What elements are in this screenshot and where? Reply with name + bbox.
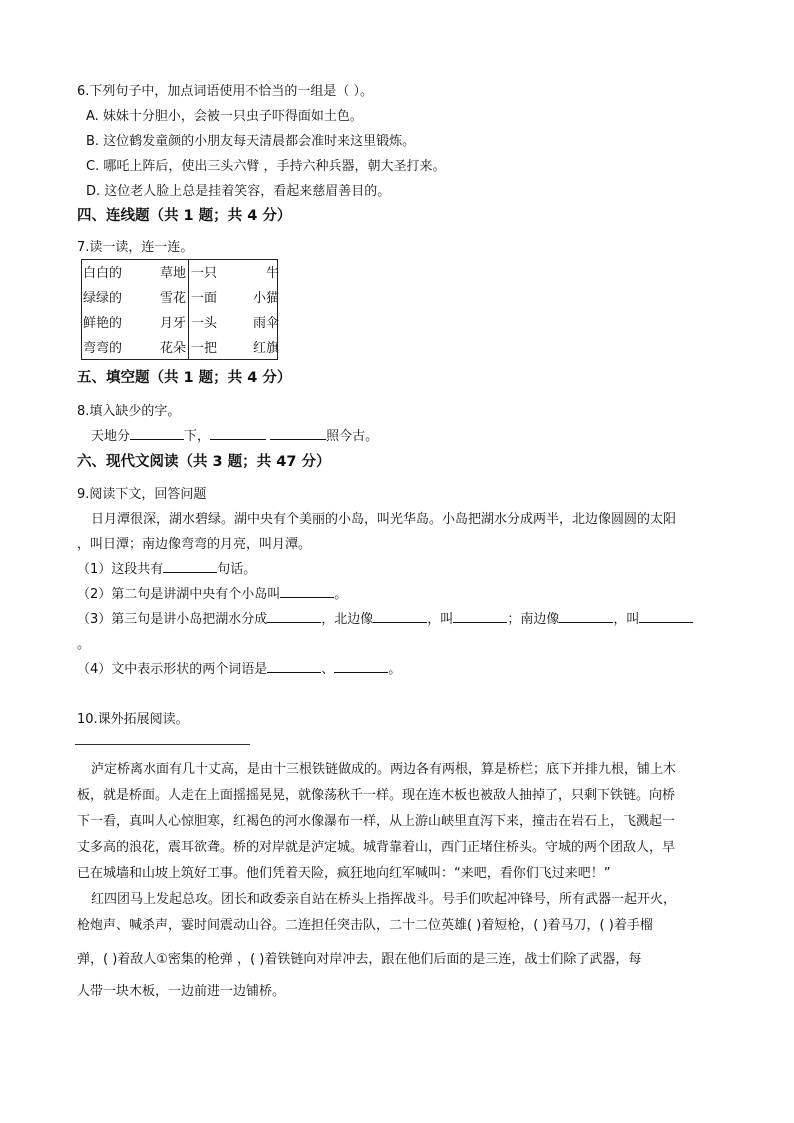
q9-text: ，叫: [427, 612, 454, 627]
q10-passage-line: 人带一块木板，一边前进一边铺桥。: [77, 984, 286, 999]
q10-passage-line: 红四团马上发起总攻。团长和政委亲自站在桥头上指挥战斗。号手们吹起冲锋号，所有武器一起开火，: [91, 892, 677, 907]
q9-stem: 9.阅读下文，回答问题: [77, 487, 207, 502]
q6-option-d: D. 这位老人脸上总是挂着笑容，看起来慈眉善目的。: [86, 184, 391, 199]
q9-sub4: [77, 658, 401, 677]
noun: 雪花: [159, 291, 186, 306]
measure-word: 一面: [191, 291, 218, 306]
noun: 月牙: [159, 316, 186, 331]
q9-sub3: [77, 608, 693, 627]
noun: 小猫: [252, 291, 279, 306]
q10-passage-line: 已在城墙和山坡上筑好工事。他们凭着天险，疯狂地向红军喊叫：“来吧，看你们飞过来吧！”: [77, 866, 611, 881]
blank-field[interactable]: [270, 425, 326, 440]
q10-passage-line: 弹，( )着敌人①密集的枪弹 ，( )着铁链向对岸冲去，跟在他们后面的是三连，战士们除了武器，每: [77, 952, 642, 967]
q10-passage-line: 枪炮声、喊杀声，霎时间震动山谷。二连担任突击队，二十二位英雄( )着短枪，( )着马刀，( )着手榴: [77, 918, 653, 933]
noun: 红旗: [252, 341, 279, 356]
section-heading-4: 四、连线题（共 1 题；共 4 分）: [77, 208, 292, 224]
section-heading-6: 六、现代文阅读（共 3 题；共 47 分）: [77, 454, 331, 470]
q9-passage-line: 日月潭很深，湖水碧绿。湖中央有个美丽的小岛，叫光华岛。小岛把湖水分成两半，北边像圆圆的太阳: [91, 512, 677, 527]
noun: 牛: [265, 266, 279, 281]
blank-field[interactable]: [453, 608, 507, 623]
noun: 花朵: [159, 341, 186, 356]
blank-field[interactable]: [373, 608, 427, 623]
table-row: [81, 284, 281, 309]
blank-field[interactable]: [334, 658, 388, 673]
q9-text: ；南边像: [507, 612, 560, 627]
noun: 草地: [159, 266, 186, 281]
q10-stem: 10.课外拓展阅读。: [77, 712, 189, 727]
q10-passage-line: 下一看，真叫人心惊胆寒，红褐色的河水像瀑布一样，从上游山峡里直泻下来，撞击在岩石上，飞溅起一: [77, 814, 676, 829]
matching-table: [81, 259, 281, 359]
q10-passage-line: 板，就是桥面。人走在上面摇摇晃晃，就像荡秋千一样。现在连木板也被敌人抽掉了，只剩下铁链。向桥: [77, 788, 676, 803]
measure-word: 一只: [191, 266, 218, 281]
q9-text: （2）第二句是讲湖中央有个小岛叫: [77, 587, 281, 602]
table-row: [81, 259, 281, 284]
blank-field[interactable]: [267, 658, 321, 673]
q9-sub3-end: 。: [77, 637, 91, 652]
blank-field[interactable]: [559, 608, 613, 623]
q10-passage-line: 丈多高的浪花，震耳欲聋。桥的对岸就是泸定城。城背靠着山，西门正堵住桥头。守城的两个团敌人，早: [77, 840, 676, 855]
section-heading-5: 五、填空题（共 1 题；共 4 分）: [77, 370, 292, 386]
table-row: [81, 309, 281, 334]
blank-field[interactable]: [210, 425, 266, 440]
q9-text: 、: [321, 662, 335, 677]
adjective: 绿绿的: [83, 291, 123, 306]
q8-text: 照今古。: [326, 429, 379, 444]
blank-field[interactable]: [639, 608, 693, 623]
q9-sub2: [77, 583, 347, 602]
q9-text: （4）文中表示形状的两个词语是: [77, 662, 268, 677]
q6-option-c: C. 哪吒上阵后，使出三头六臂 ，手持六种兵器，朝大圣打来。: [86, 159, 446, 174]
table-row: [81, 334, 281, 359]
q9-text: 。: [388, 662, 402, 677]
q10-passage-line: 泸定桥离水面有几十丈高，是由十三根铁链做成的。两边各有两根，算是桥栏；底下并排九根，铺上木: [91, 762, 677, 777]
blank-field[interactable]: [130, 425, 184, 440]
adjective: 白白的: [83, 266, 123, 281]
q8-text: 下，: [184, 429, 211, 444]
q9-text: （3）第三句是讲小岛把湖水分成: [77, 612, 268, 627]
blank-field[interactable]: [163, 558, 217, 573]
q7-stem: 7.读一读，连一连。: [77, 240, 194, 255]
q9-text: 句话。: [217, 562, 257, 577]
q9-sub1: [77, 558, 256, 577]
q9-text: ，叫: [613, 612, 640, 627]
adjective: 弯弯的: [83, 341, 123, 356]
q8-line: [91, 425, 378, 444]
adjective: 鲜艳的: [83, 316, 123, 331]
measure-word: 一把: [191, 341, 218, 356]
q6-option-a: A. 妹妹十分胆小，会被一只虫子吓得面如土色。: [86, 109, 363, 124]
q8-text: 天地分: [91, 429, 131, 444]
q8-stem: 8.填入缺少的字。: [77, 404, 181, 419]
q6-option-b: B. 这位鹤发童颜的小朋友每天清晨都会准时来这里锻炼。: [86, 134, 416, 149]
q9-passage-line: ，叫日潭；南边像弯弯的月亮，叫月潭。: [77, 537, 312, 552]
blank-field[interactable]: [267, 608, 321, 623]
noun: 雨伞: [252, 316, 279, 331]
q9-text: 。: [334, 587, 348, 602]
q6-stem: 6.下列句子中，加点词语使用不恰当的一组是（ ）。: [77, 84, 374, 99]
divider: [75, 744, 250, 745]
q9-text: （1）这段共有: [77, 562, 164, 577]
blank-field[interactable]: [280, 583, 334, 598]
q9-text: ，北边像: [321, 612, 374, 627]
measure-word: 一头: [191, 316, 218, 331]
